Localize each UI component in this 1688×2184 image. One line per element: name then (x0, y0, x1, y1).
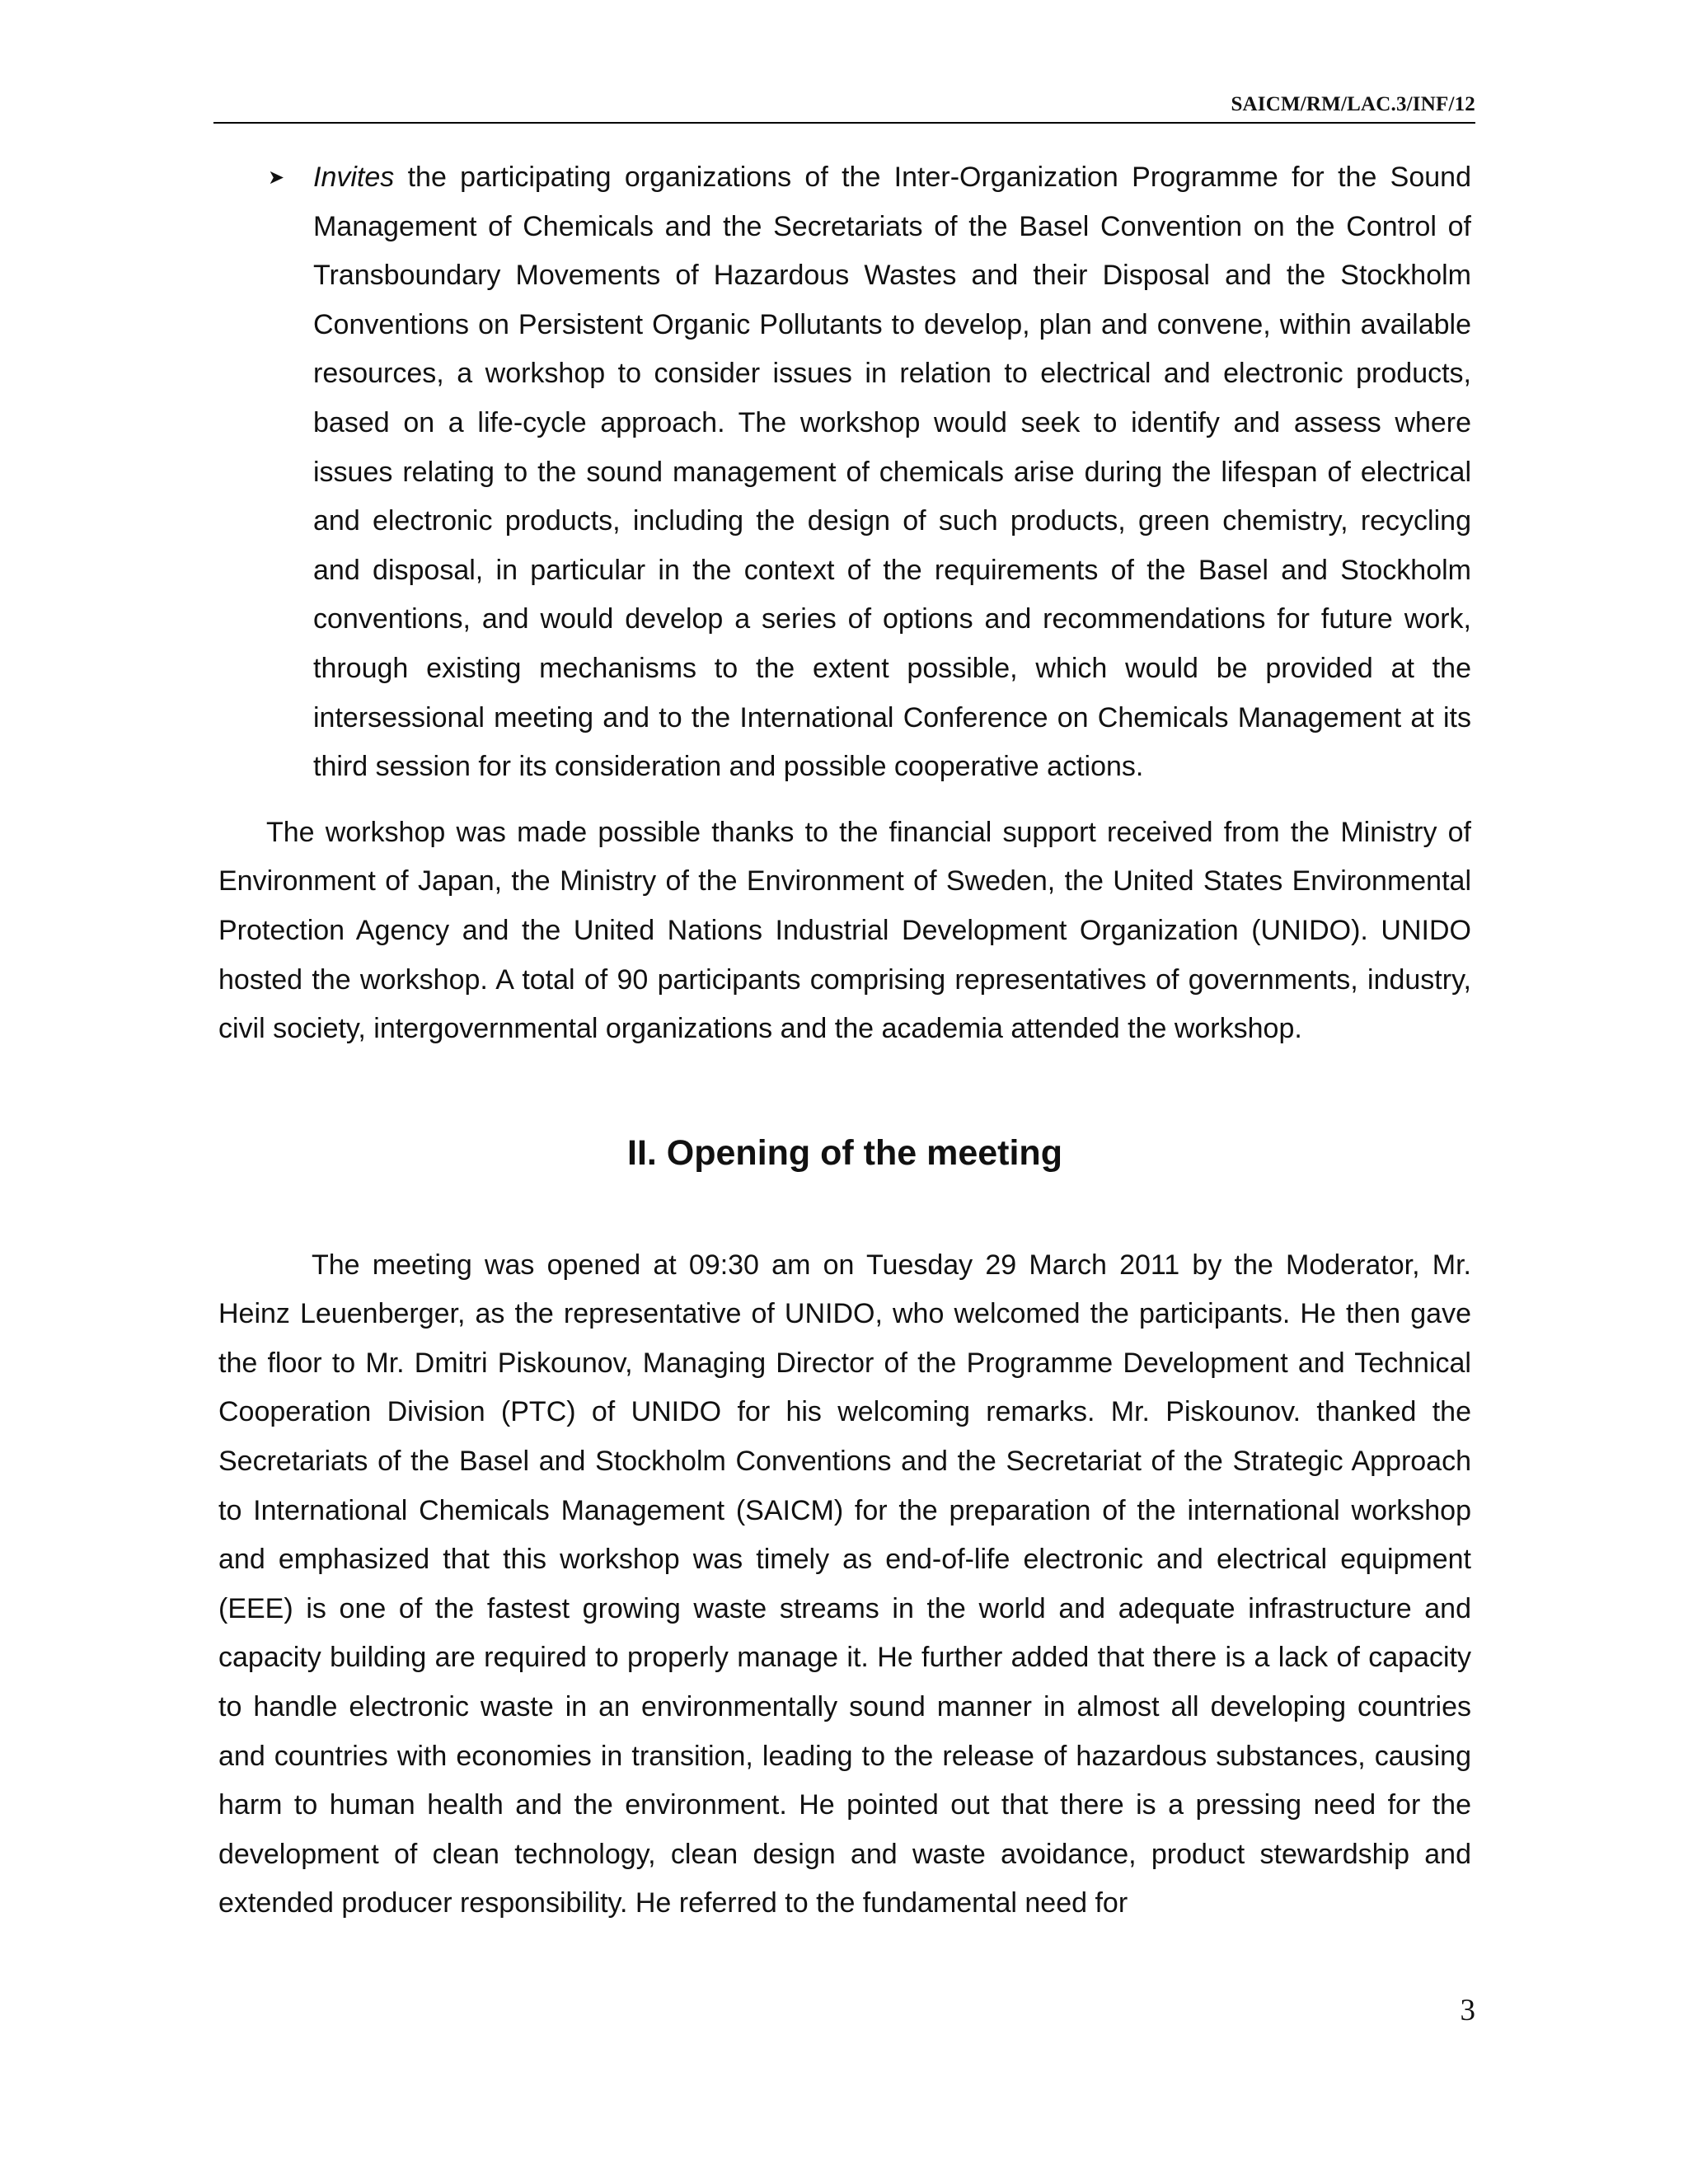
paragraph-financial-support: The workshop was made possible thanks to the financial support received from the Ministry of Environment of Japan, the Ministry of the Environment of Sweden, the United States Environmental Protection Agency and the United Nations Industrial Development Organization (UNIDO). UNIDO hosted the workshop. A total of 90 participants comprising representatives of governments, industry, civil society, intergovernmental organizations and the academia attended the workshop. (218, 816, 1471, 1045)
bullet-item-invites (218, 153, 1471, 792)
page-header (213, 92, 1475, 124)
bullet-text: the participating organizations of the Inter-Organization Programme for the Sound Management of Chemicals and the Secretariats of the Basel Convention on the Control of Transboundary Movements of Hazardous Wastes and their Disposal and the Stockholm Conventions on Persistent Organic Pollutants to develop, plan and convene, within available resources, a workshop to consider issues in relation to electrical and electronic products, based on a life-cycle approach. The workshop would seek to identify and assess where issues relating to the sound management of chemicals arise during the lifespan of electrical and electronic products, including the design of such products, green chemistry, recycling and disposal, in particular in the context of the requirements of the Basel and Stockholm conventions, and would develop a series of options and recommendations for future work, through existing mechanisms to the extent possible, which would be provided at the intersessional meeting and to the International Conference on Chemicals Management at its third session for its consideration and possible cooperative actions. (313, 162, 1471, 783)
page-content (218, 153, 1471, 1929)
page-number: 3 (1460, 1994, 1475, 2027)
section-heading: II. Opening of the meeting (627, 1132, 1062, 1173)
invites-lead-word: Invites (313, 162, 395, 193)
paragraph-opening: The meeting was opened at 09:30 am on Tuesday 29 March 2011 by the Moderator, Mr. Heinz Leuenberger, as the representative of UNIDO, who welcomed the participants. He then gave the floor to Mr. Dmitri Piskounov, Managing Director of the Programme Development and Technical Cooperation Division (PTC) of UNIDO for his welcoming remarks. Mr. Piskounov. thanked the Secretariats of the Basel and Stockholm Conventions and the Secretariat of the Strategic Approach to International Chemicals Management (SAICM) for the preparation of the international workshop and emphasized that this workshop was timely as end-of-life electronic and electrical equipment (EEE) is one of the fastest growing waste streams in the world and adequate infrastructure and capacity building are required to properly manage it. He further added that there is a lack of capacity to handle electronic waste in an environmentally sound manner in almost all developing countries and countries with economies in transition, leading to the release of hazardous substances, causing harm to human health and the environment. He pointed out that there is a pressing need for the development of clean technology, clean design and waste avoidance, product stewardship and extended producer responsibility. He referred to the fundamental need for (218, 1249, 1471, 1919)
arrow-bullet-icon: ➤ (268, 166, 285, 189)
document-symbol: SAICM/RM/LAC.3/INF/12 (1231, 93, 1475, 115)
